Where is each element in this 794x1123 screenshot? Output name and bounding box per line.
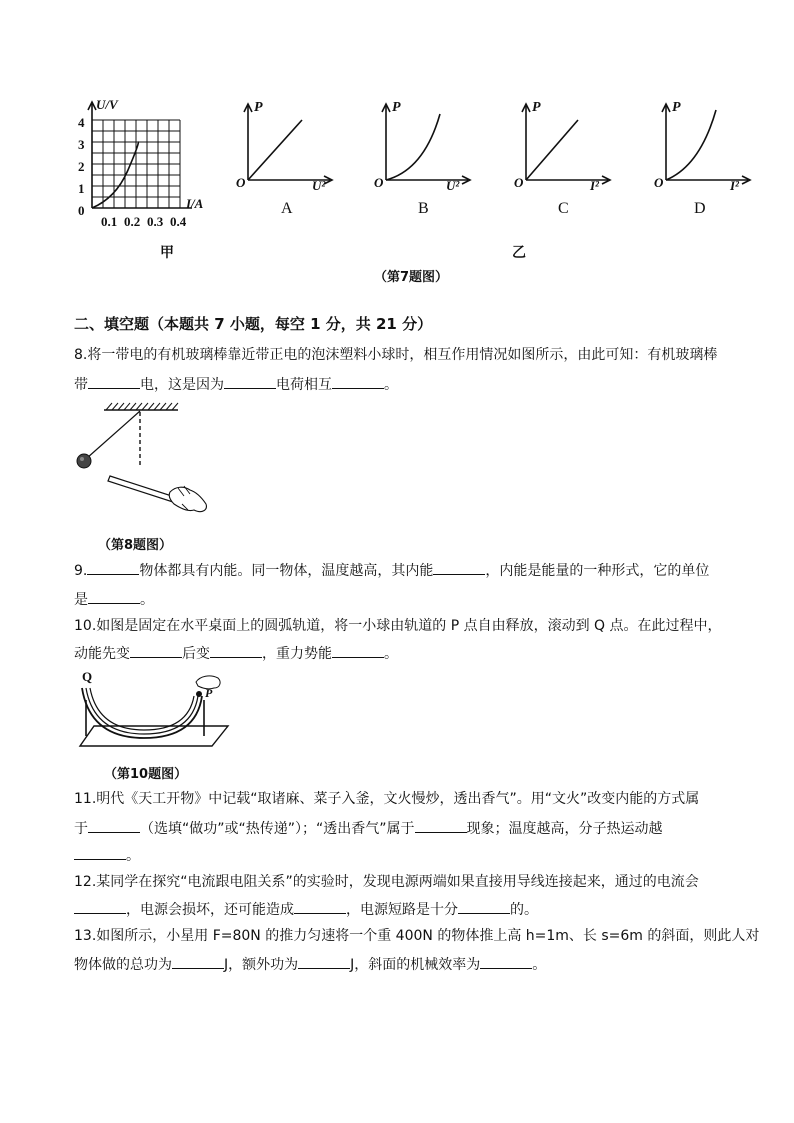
fig7-option-d-letter: D — [694, 200, 706, 217]
q12-blank-2[interactable] — [294, 899, 346, 914]
fig10-arc-track-illustration — [72, 672, 232, 752]
q8-blank-3[interactable] — [332, 374, 384, 389]
q9-text-1: 9. — [74, 563, 88, 579]
fig7-option-a-letter: A — [281, 200, 293, 217]
q11-text-1: 于 — [74, 821, 88, 837]
q10-text-3: ，重力势能 — [262, 646, 332, 662]
fig10-label-p: P — [205, 686, 213, 700]
q11-line-3 — [74, 845, 140, 866]
q11-line-2 — [74, 818, 663, 839]
q9-blank-2[interactable] — [433, 560, 485, 575]
fig7-jia-y-tick-4: 4 — [78, 115, 85, 130]
q13-text-4: 。 — [532, 957, 547, 973]
fig7-option-d-graph — [654, 100, 754, 190]
fig7-jia-x-tick-02: 0.2 — [124, 214, 141, 229]
q11-text-3: 现象；温度越高，分子热运动越 — [466, 821, 663, 837]
q8-text-2: 电，这是因为 — [140, 377, 224, 393]
q8-text-1: 带 — [74, 377, 88, 393]
fig7-option-b-graph — [374, 100, 474, 190]
q10-text-4: 。 — [384, 646, 398, 662]
fig7-yi-label: 乙 — [512, 245, 526, 261]
fig7-jia-y-tick-1: 1 — [78, 181, 85, 196]
fig7-option-b-y-label: P — [392, 100, 401, 115]
q8-blank-1[interactable] — [88, 374, 140, 389]
q11-blank-1[interactable] — [88, 818, 140, 833]
q9-blank-3[interactable] — [88, 589, 140, 604]
q13-blank-3[interactable] — [480, 954, 532, 969]
fig7-jia-x-tick-03: 0.3 — [147, 214, 164, 229]
q13-text-3: J，斜面的机械效率为 — [350, 957, 481, 973]
q12-text-3: 的。 — [510, 902, 538, 918]
q9-text-2: 物体都具有内能。同一物体，温度越高，其内能 — [139, 563, 434, 579]
fig7-jia-label: 甲 — [160, 245, 174, 261]
q11-blank-3[interactable] — [74, 845, 126, 860]
q11-blank-2[interactable] — [415, 818, 467, 833]
fig7-jia-x-axis-label: I/A — [186, 196, 204, 211]
q11-text-4: 。 — [126, 848, 140, 864]
fig7-jia-y-tick-0: 0 — [78, 203, 85, 218]
q10-blank-1[interactable] — [130, 643, 182, 658]
q13-line-2 — [74, 954, 546, 975]
q11-line-1: 11.明代《天工开物》中记载“取诸麻、菜子入釜，文火慢炒，透出香气”。用“文火”改变内能的方式属 — [74, 791, 700, 807]
q8-text-3: 电荷相互 — [276, 377, 332, 393]
q9-text-5: 。 — [140, 592, 154, 608]
q8-blank-2[interactable] — [224, 374, 276, 389]
q12-blank-1[interactable] — [74, 899, 126, 914]
q12-text-1: ，电源会损坏，还可能造成 — [126, 902, 294, 918]
q11-text-2: （选填“做功”或“热传递”）；“透出香气”属于 — [140, 821, 415, 837]
q9-text-3: ，内能是能量的一种形式，它的单位 — [485, 563, 710, 579]
q13-line-1: 13.如图所示，小星用 F=80N 的推力匀速将一个重 400N 的物体推上高 h=1m、长 s=6m 的斜面，则此人对 — [74, 928, 760, 944]
fig8-pendulum-rod-illustration — [70, 400, 215, 525]
fig7-jia-x-tick-04: 0.4 — [170, 214, 187, 229]
fig7-jia-y-tick-3: 3 — [78, 137, 85, 152]
fig7-caption: （第7题图） — [374, 270, 449, 285]
fig7-option-c-y-label: P — [532, 100, 541, 115]
fig7-option-a-x-label: U² — [312, 178, 326, 193]
fig7-option-c-x-label: I² — [590, 178, 599, 193]
fig7-option-a-graph — [236, 100, 336, 190]
fig10-label-q: Q — [82, 669, 93, 684]
q12-blank-3[interactable] — [458, 899, 510, 914]
q10-blank-2[interactable] — [210, 643, 262, 658]
q12-text-2: ，电源短路是十分 — [346, 902, 458, 918]
q9-line-1 — [74, 560, 709, 581]
q13-blank-2[interactable] — [298, 954, 350, 969]
q13-text-1: 物体做的总功为 — [74, 957, 172, 973]
q10-text-1: 动能先变 — [74, 646, 130, 662]
fig7-jia-y-axis-label: U/V — [96, 97, 118, 112]
fig7-option-c-origin: O — [514, 175, 524, 190]
q9-text-4: 是 — [74, 592, 88, 608]
fig7-jia-y-tick-2: 2 — [78, 159, 85, 174]
q10-text-2: 后变 — [182, 646, 210, 662]
q8-text-4: 。 — [384, 377, 398, 393]
fig7-option-d-origin: O — [654, 175, 664, 190]
q9-line-2 — [74, 589, 154, 610]
q8-line-1: 8.将一带电的有机玻璃棒靠近带正电的泡沫塑料小球时，相互作用情况如图所示，由此可知：有机玻璃棒 — [74, 347, 718, 363]
q9-blank-1[interactable] — [87, 560, 139, 575]
fig10-caption: （第10题图） — [104, 767, 188, 782]
fig7-option-a-origin: O — [236, 175, 246, 190]
fig7-option-b-origin: O — [374, 175, 384, 190]
q12-line-2 — [74, 899, 538, 920]
fig7-option-c-graph — [514, 100, 614, 190]
fig7-option-a-y-label: P — [254, 100, 263, 115]
fig7-option-d-y-label: P — [672, 100, 681, 115]
q13-text-2: J，额外功为 — [224, 957, 299, 973]
q10-line-1: 10.如图是固定在水平桌面上的圆弧轨道，将一小球由轨道的 P 点自由释放，滚动到 Q 点。在此过程中， — [74, 618, 722, 634]
fig7-option-d-x-label: I² — [730, 178, 739, 193]
fig7-jia-graph — [72, 98, 222, 233]
q12-line-1: 12.某同学在探究“电流跟电阻关系”的实验时，发现电源两端如果直接用导线连接起来，通过的电流会 — [74, 874, 699, 890]
q13-blank-1[interactable] — [172, 954, 224, 969]
q10-line-2 — [74, 643, 398, 664]
fig7-option-b-letter: B — [418, 200, 429, 217]
fig7-option-c-letter: C — [558, 200, 569, 217]
fig7-option-b-x-label: U² — [446, 178, 460, 193]
q8-line-2 — [74, 374, 398, 395]
fig8-caption: （第8题图） — [98, 538, 173, 553]
fig7-jia-x-tick-01: 0.1 — [101, 214, 118, 229]
q10-blank-3[interactable] — [332, 643, 384, 658]
section-2-heading: 二、填空题（本题共 7 小题，每空 1 分，共 21 分） — [74, 315, 433, 333]
